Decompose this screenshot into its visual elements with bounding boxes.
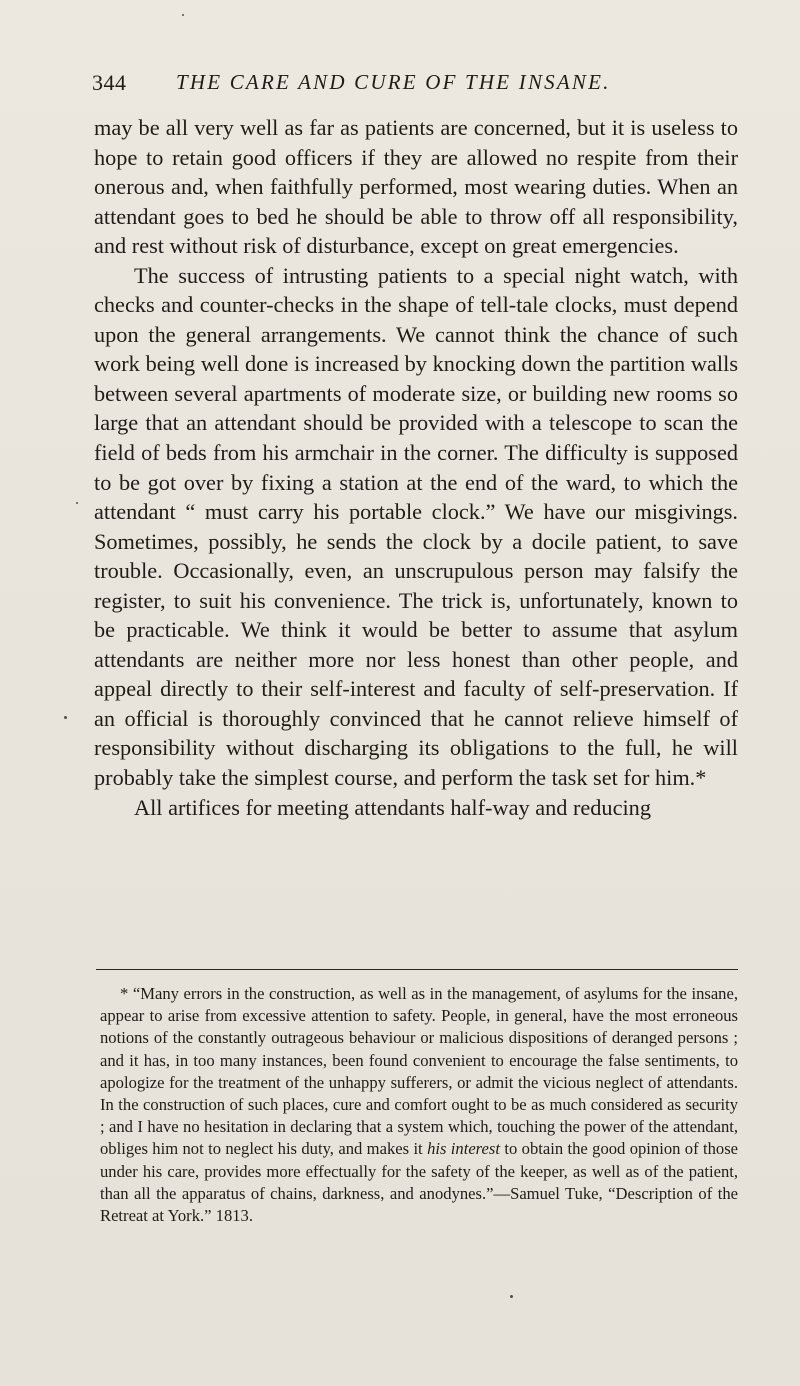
footnote-text-start: * “Many errors in the construction, as well as in the management, of asylums for the insane, appear to arise from excessive attention to safety. People, in general, have the most erroneous notions of the constantly outrageous behaviour or malicious dispositions of deranged persons ; and it has, in too many instances, been found convenient to encourage the false sentiments, to apologize for the treatment of the unhappy sufferers, or admit the vicious neglect of attendants. In the construction of such places, cure and comfort ought to be as much considered as security ; and I have no hesitation in declaring that a system which, touching the power of the attendant, obliges him not to neglect his duty, and makes it	[100, 984, 738, 1159]
paper-speck	[76, 502, 78, 504]
paragraph-artifices: All artifices for meeting attendants half-way and reducing	[134, 794, 651, 820]
page-number: 344	[92, 70, 127, 95]
running-title: THE CARE AND CURE OF THE INSANE.	[176, 70, 611, 94]
footnote-text-end: to obtain the good opinion of those under his care, provides more effectually for the safety of the keeper, as well as of the patient, than all the apparatus of chains, darkness, and anodynes.”—Samuel Tuke, “Description of the Retreat at York.” 1813.	[100, 1139, 739, 1226]
paper-speck	[64, 716, 67, 719]
paper-speck	[182, 14, 184, 16]
paper-speck	[510, 1295, 513, 1298]
footnote-rule	[96, 969, 738, 970]
body-text	[94, 113, 738, 822]
footnote-italic-phrase: his interest	[427, 1139, 500, 1159]
footnote	[100, 983, 738, 1227]
paragraph-continuation: may be all very well as far as patients are concerned, but it is useless to hope to retain good officers if they are allowed no respite from their onerous and, when faithfully performed, most wearing duties. When an attendant goes to bed he should be able to throw off all responsibility, and rest without risk of disturbance, except on great emergencies.	[94, 115, 738, 259]
running-head	[92, 66, 732, 100]
paragraph-night-watch: The success of intrusting patients to a special night watch, with checks and counter-checks in the shape of tell-tale clocks, must depend upon the general arrangements. We cannot think the chance of such work being well done is increased by knocking down the partition walls between several apartments of moderate size, or building new rooms so large that an attendant should be provided with a telescope to scan the field of beds from his armchair in the corner. The difficulty is supposed to be got over by fixing a station at the end of the ward, to which the attendant “ must carry his portable clock.” We have our misgivings. Sometimes, possibly, he sends the clock by a docile patient, to save trouble. Occasionally, even, an unscrupulous person may falsify the register, to suit his convenience. The trick is, unfortunately, known to be practicable. We think it would be better to assume that asylum attendants are neither more nor less honest than other people, and appeal directly to their self-interest and faculty of self-preservation. If an official is thoroughly convinced that he cannot relieve himself of responsibility without discharging its obligations to the full, he will probably take the simplest course, and perform the task set for him.*	[94, 262, 738, 791]
